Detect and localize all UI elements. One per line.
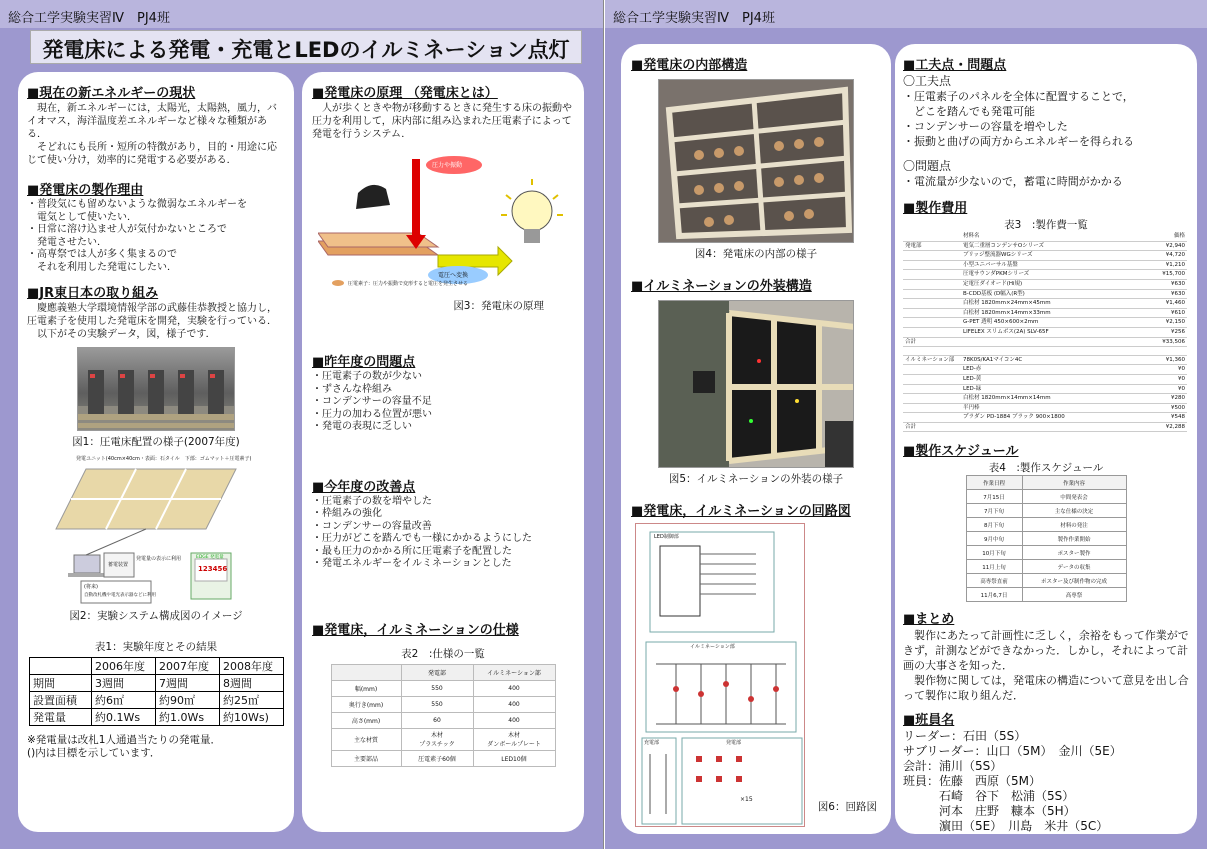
section-title: ■JR東日本の取り組み bbox=[27, 286, 159, 301]
section-text: 人が歩くときや物が移動するときに発生する床の振動や圧力を利用して，床内部に組み込まれた圧電素子によって発電を行うシステム． bbox=[312, 103, 572, 140]
section-title: ■発電床，イルミネーションの仕様 bbox=[312, 622, 519, 638]
list-item: ・圧力の加わる位置が悪い bbox=[312, 408, 432, 420]
figure-caption: 図6：回路図 bbox=[817, 801, 877, 813]
subsection-title: 〇工夫点 bbox=[903, 74, 952, 88]
table-row: LED-緑 ¥0 bbox=[903, 384, 1187, 394]
section-title: ■イルミネーションの外装構造 bbox=[631, 279, 812, 294]
table-row: ブリッジ整流器WGシリーズ ¥4,720 bbox=[903, 251, 1187, 261]
member-line: 河本 庄野 糠本（5H） bbox=[903, 804, 1076, 819]
table-row: 半円棒 ¥500 bbox=[903, 403, 1187, 413]
left-column-2 bbox=[302, 72, 584, 832]
section-title: ■班員名 bbox=[903, 713, 955, 729]
table-caption: 表1：実験年度とその結果 bbox=[94, 641, 218, 653]
table-row: 白松材 1820mm×14mm×14mm ¥280 bbox=[903, 394, 1187, 404]
table-row: 発電量 約0.1Ws 約1.0Ws 約10Ws) bbox=[30, 709, 284, 726]
table-row: 7月下旬 主な仕様の決定 bbox=[966, 504, 1126, 518]
section-title: ■まとめ bbox=[903, 612, 955, 628]
table-row: LIFELEX スリムボス(2A) SLV-65F ¥256 bbox=[903, 327, 1187, 337]
table-row bbox=[903, 347, 1187, 356]
table-row: 高さ(mm) 60 400 bbox=[331, 712, 555, 728]
section-title: ■製作費用 bbox=[903, 201, 968, 216]
table-row: 発電部 電気二重層コンデンサOシリーズ ¥2,940 bbox=[903, 241, 1187, 251]
list-item: ・枠組みの強化 bbox=[312, 508, 382, 519]
list-item: ・振動と曲げの両方からエネルギーを得られる bbox=[903, 135, 1134, 148]
note: ※発電量は改札1人通過当たりの発電量． bbox=[27, 734, 221, 746]
illumination-photo bbox=[658, 300, 854, 468]
table-row: 白松材 1820mm×14mm×33mm ¥610 bbox=[903, 308, 1187, 318]
section-title: ■発電床，イルミネーションの回路図 bbox=[631, 504, 851, 519]
table-row: 幅(mm) 550 400 bbox=[331, 680, 555, 696]
principle-diagram: 圧力や振動 電圧へ変換 圧電素子：圧力や振動で変形すると電圧を発生させる bbox=[318, 155, 568, 295]
list-item: ・日常に溶け込ませ人が気付かないところで bbox=[27, 224, 227, 235]
right-column-2 bbox=[895, 44, 1197, 834]
circuit-diagram: LED制御部 イルミネーション部 充電部 発電部 ×15 bbox=[635, 523, 805, 827]
list-item: 発電させたい． bbox=[27, 236, 107, 248]
table-row: 合計 ¥33,506 bbox=[903, 337, 1187, 347]
table-row: 小型ユニバーサル基盤 ¥1,210 bbox=[903, 260, 1187, 270]
section-title: ■発電床の製作理由 bbox=[27, 183, 144, 198]
figure-caption: 図4：発電床の内部の様子 bbox=[694, 248, 818, 260]
cost-table bbox=[903, 232, 1187, 432]
table-row: 9月中旬 製作作業開始 bbox=[966, 532, 1126, 546]
table-caption: 表4 :製作スケジュール bbox=[988, 462, 1104, 475]
table-row: LED-黄 ¥0 bbox=[903, 374, 1187, 384]
member-line: サブリーダー：山口（5M） 金川（5E） bbox=[903, 744, 1122, 759]
table-row: 発電部 イルミネーション部 bbox=[331, 664, 555, 680]
list-item: 電気として使いたい． bbox=[27, 211, 137, 223]
list-item: ・発電の表現に乏しい bbox=[312, 421, 412, 432]
list-item: ・コンデンサーの容量を増やした bbox=[903, 120, 1068, 133]
table-row: 定電圧ダイオード(Hi規) ¥630 bbox=[903, 279, 1187, 289]
section-title: ■現在の新エネルギーの現状 bbox=[27, 86, 196, 101]
list-item: それを利用した発電にしたい． bbox=[27, 261, 177, 273]
summary-text: 製作にあたって計画性に乏しく，余裕をもって作業ができず，計測などができなかった．しかし，それによって計画の大事さを知った． 製作物に関しては，発電床の構造について意見を出し合って製作に取り組んだ． bbox=[903, 629, 1189, 703]
section-title: ■製作スケジュール bbox=[903, 444, 1019, 460]
member-line: 会計：浦川（5S） bbox=[903, 759, 1003, 774]
section-title: ■工夫点・問題点 bbox=[903, 58, 1007, 73]
diagram-label: 発電ユニット(40cm×40cm・表面：石タイル 下部：ゴムマット＋圧電素子) bbox=[76, 456, 252, 462]
list-item: ・圧電素子のパネルを全体に配置することで， bbox=[903, 90, 1134, 103]
table-row: 11月6,7日 高専祭 bbox=[966, 588, 1126, 602]
table-caption: 表2 :仕様の一覧 bbox=[401, 647, 485, 660]
list-item: ・最も圧力のかかる所に圧電素子を配置した bbox=[312, 545, 512, 557]
table-row: 白松材 1820mm×24mm×45mm ¥1,460 bbox=[903, 299, 1187, 309]
page-header: 総合工学実験実習Ⅳ PJ4班 bbox=[605, 0, 1207, 28]
figure-caption: 図5：イルミネーションの外装の様子 bbox=[668, 473, 844, 485]
station-gates-photo bbox=[77, 347, 235, 431]
left-column-1 bbox=[18, 72, 294, 832]
table-row: 圧電サウンダPKMシリーズ ¥15,700 bbox=[903, 270, 1187, 280]
table-row: 高専祭直前 ポスター及び制作物の完成 bbox=[966, 574, 1126, 588]
figure-caption: 図1：圧電床配置の様子(2007年度) bbox=[72, 436, 240, 448]
note: ()内は目標を示しています． bbox=[27, 746, 161, 759]
table-row: 主要部品 圧電素子60個 LED10個 bbox=[331, 750, 555, 766]
section-title: ■昨年度の問題点 bbox=[312, 355, 416, 370]
table-row: 10月下旬 ポスター製作 bbox=[966, 546, 1126, 560]
figure-caption: 図3：発電床の原理 bbox=[453, 300, 544, 312]
right-page bbox=[605, 0, 1207, 849]
table-row: 作業日程 作業内容 bbox=[966, 476, 1126, 490]
section-text: 慶應義塾大学環境情報学部の武藤佳恭教授と協力し，圧電素子を使用した発電床を開発，実験を行っている． 以下がその実験データ，図，様子です． bbox=[27, 303, 277, 340]
list-item: ・コンデンサーの容量改善 bbox=[312, 520, 432, 532]
figure-caption: 図2：実験システム構成図のイメージ bbox=[69, 610, 243, 622]
spec-table bbox=[331, 664, 556, 767]
schedule-table bbox=[966, 475, 1127, 602]
table-row: G-PET 透明 450×600×2mm ¥2,150 bbox=[903, 318, 1187, 328]
member-line: 石崎 谷下 松浦（5S） bbox=[903, 789, 1075, 804]
section-title: ■発電床の原理 （発電床とは） bbox=[312, 86, 498, 101]
table-caption: 表3 :製作費一覧 bbox=[1004, 219, 1088, 231]
list-item: ・普段気にも留めないような微弱なエネルギーを bbox=[27, 199, 247, 210]
table-row: 8月下旬 材料の発注 bbox=[966, 518, 1126, 532]
floor-interior-photo bbox=[658, 79, 854, 243]
list-item: ・ずさんな枠組み bbox=[312, 383, 392, 395]
table-row: イルミネーション部 78K0S/KA1マイコン4C ¥1,360 bbox=[903, 355, 1187, 365]
list-item: ・コンデンサーの容量不足 bbox=[312, 396, 432, 407]
right-column-1 bbox=[621, 44, 891, 834]
list-item: ・発電エネルギーをイルミネーションとした bbox=[312, 558, 512, 569]
section-title: ■発電床の内部構造 bbox=[631, 58, 748, 73]
table-row: 合計 ¥2,288 bbox=[903, 422, 1187, 432]
section-title: ■今年度の改善点 bbox=[312, 479, 416, 495]
table-row: B-CDD基板 (D幅入(R型) ¥630 bbox=[903, 289, 1187, 299]
member-line: リーダー：石田（5S） bbox=[903, 729, 1027, 744]
list-item: ・圧電素子の数が少ない bbox=[312, 371, 422, 382]
subsection-title: 〇問題点 bbox=[903, 159, 952, 173]
member-line: 濵田（5E） 川島 米井（5C） bbox=[903, 819, 1109, 834]
table-row: 主な材質 木材 プラスチック 木材 ダンボールプレート bbox=[331, 728, 555, 750]
experiment-table bbox=[29, 657, 284, 726]
table-row: 設置面積 約6㎡ 約90㎡ 約25㎡ bbox=[30, 692, 284, 709]
table-row: LED-赤 ¥0 bbox=[903, 365, 1187, 375]
list-item: ・高専祭では人が多く集まるので bbox=[27, 249, 177, 260]
list-item: ・圧力がどこを踏んでも一様にかかるようにした bbox=[312, 533, 532, 544]
table-row: 期間 3週間 7週間 8週間 bbox=[30, 675, 284, 692]
table-row: プラダン PD-1884 ブラック 900×1800 ¥548 bbox=[903, 413, 1187, 423]
list-item: ・電流量が少ないので，蓄電に時間がかかる bbox=[903, 175, 1123, 188]
table-row: 材料名 価格 bbox=[903, 232, 1187, 241]
list-item: どこを踏んでも発電可能 bbox=[903, 105, 1035, 118]
system-diagram: 発電ユニット(40cm×40cm・表面：石タイル 下部：ゴムマット＋圧電素子) 蓄電装置 発電量の表示に利用 EDGE 発電量 123456 (将来) 自動改札機や電光表示器などに利用 bbox=[36, 455, 276, 605]
table-row: 奥行き(mm) 550 400 bbox=[331, 696, 555, 712]
poster-title: 発電床による発電・充電とLEDのイルミネーション点灯 bbox=[30, 30, 582, 64]
page-header: 総合工学実験実習Ⅳ PJ4班 bbox=[0, 0, 603, 28]
table-row: 7月15日 中間発表会 bbox=[966, 490, 1126, 504]
table-row: 11月上旬 データの収集 bbox=[966, 560, 1126, 574]
member-line: 班員：佐藤 西原（5M） bbox=[903, 774, 1041, 789]
section-text: 現在，新エネルギーには，太陽光，太陽熱，風力，バイオマス，海洋温度差エネルギーなど様々な種類がある． そどれにも長所・短所の特徴があり，目的・用途に応じて使い分け，効率的に発電する必要がある． bbox=[27, 103, 277, 166]
table-row: 2006年度 2007年度 2008年度 bbox=[30, 658, 284, 675]
list-item: ・圧電素子の数を増やした bbox=[312, 495, 432, 507]
